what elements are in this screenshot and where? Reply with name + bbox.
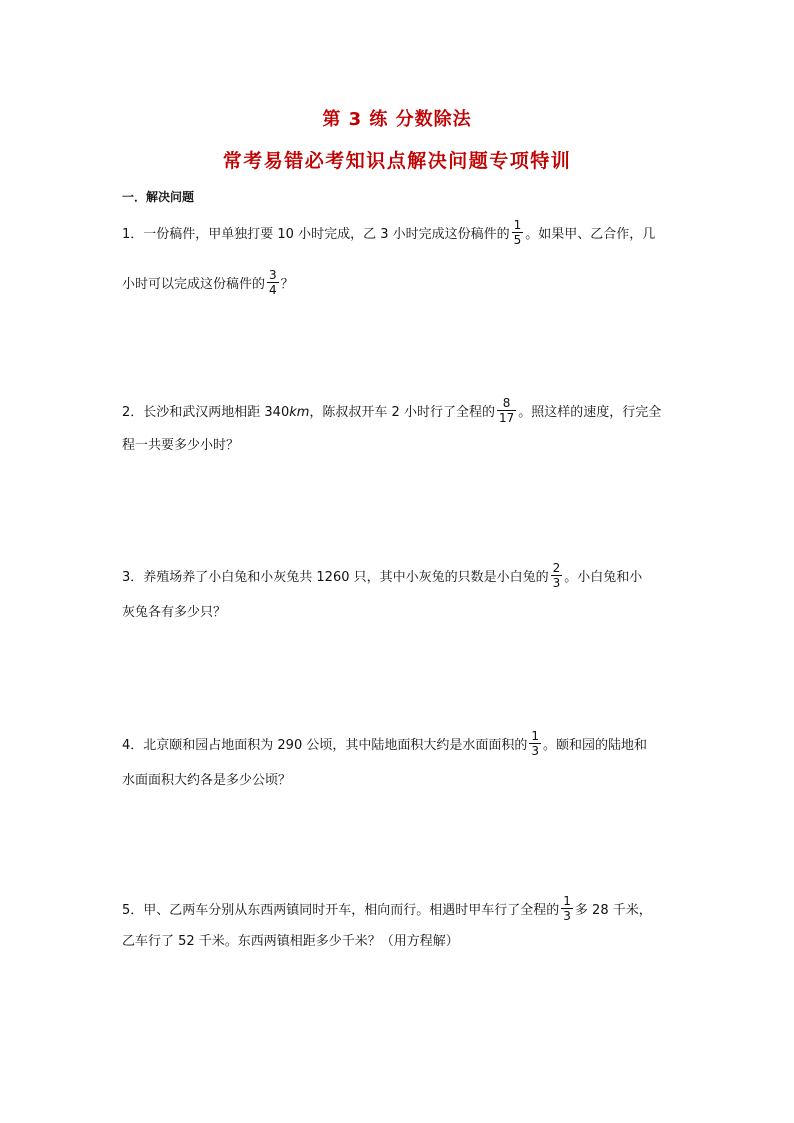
problem-text: ，陈叔叔开车 2 小时行了全程的 (309, 405, 495, 420)
numerator: 1 (513, 218, 522, 232)
numerator: 2 (552, 561, 561, 575)
section-heading: 一．解决问题 (122, 190, 195, 204)
fraction (497, 396, 516, 425)
problem-text: 。照这样的速度，行完全 (518, 405, 662, 420)
problem-text: 5．甲、乙两车分别从东西两镇同时开车，相向而行。相遇时甲车行了全程的 (122, 903, 560, 918)
denominator: 4 (269, 283, 277, 297)
problem-text: 水面面积大约各是多少公顷？ (122, 773, 292, 788)
denominator: 3 (552, 576, 561, 590)
denominator: 17 (498, 411, 515, 425)
fraction (561, 894, 573, 923)
problem-1-line-1 (122, 218, 656, 247)
fraction (551, 561, 563, 590)
problem-4-line-2 (122, 771, 291, 791)
problem-text: 3．养殖场养了小白兔和小灰兔共 1260 只，其中小灰兔的只数是小白兔的 (122, 570, 549, 585)
problem-text: 程一共要多少小时？ (122, 438, 240, 453)
fraction (267, 268, 279, 297)
worksheet-title: 第 3 练 分数除法 (322, 109, 472, 130)
problem-text: 灰兔各有多少只？ (122, 605, 227, 620)
problem-3-line-1 (122, 561, 643, 590)
fraction (512, 218, 524, 247)
unit-km: km (289, 405, 310, 420)
problem-text: 乙车行了 52 千米。东西两镇相距多少千米？（用方程解） (122, 934, 459, 949)
numerator: 1 (531, 729, 539, 743)
problem-1-line-2 (122, 268, 294, 297)
denominator: 3 (563, 909, 571, 923)
problem-4-line-1 (122, 729, 648, 758)
problem-2-line-2 (122, 436, 239, 456)
problem-text: 小时可以完成这份稿件的 (122, 277, 266, 292)
denominator: 3 (531, 744, 539, 758)
problem-text: 。小白兔和小 (564, 570, 643, 585)
problem-2-line-1 (122, 396, 662, 425)
problem-text: 2．长沙和武汉两地相距 340 (122, 405, 290, 420)
numerator: 1 (563, 894, 571, 908)
problem-text: 。如果甲、乙合作，几 (525, 227, 656, 242)
fraction (529, 729, 541, 758)
numerator: 8 (497, 396, 516, 411)
problem-text: 。颐和园的陆地和 (543, 738, 648, 753)
problem-text: 多 28 千米， (574, 903, 652, 918)
numerator: 3 (269, 268, 277, 282)
problem-text: 4．北京颐和园占地面积为 290 公顷，其中陆地面积大约是水面面积的 (122, 738, 528, 753)
problem-5-line-2 (122, 932, 459, 952)
problem-text: 1．一份稿件，甲单独打要 10 小时完成，乙 3 小时完成这份稿件的 (122, 227, 510, 242)
problem-text: ？ (280, 277, 294, 292)
problem-5-line-1 (122, 894, 652, 923)
denominator: 5 (513, 233, 522, 247)
problem-3-line-2 (122, 603, 226, 623)
worksheet-subtitle: 常考易错必考知识点解决问题专项特训 (222, 150, 572, 172)
